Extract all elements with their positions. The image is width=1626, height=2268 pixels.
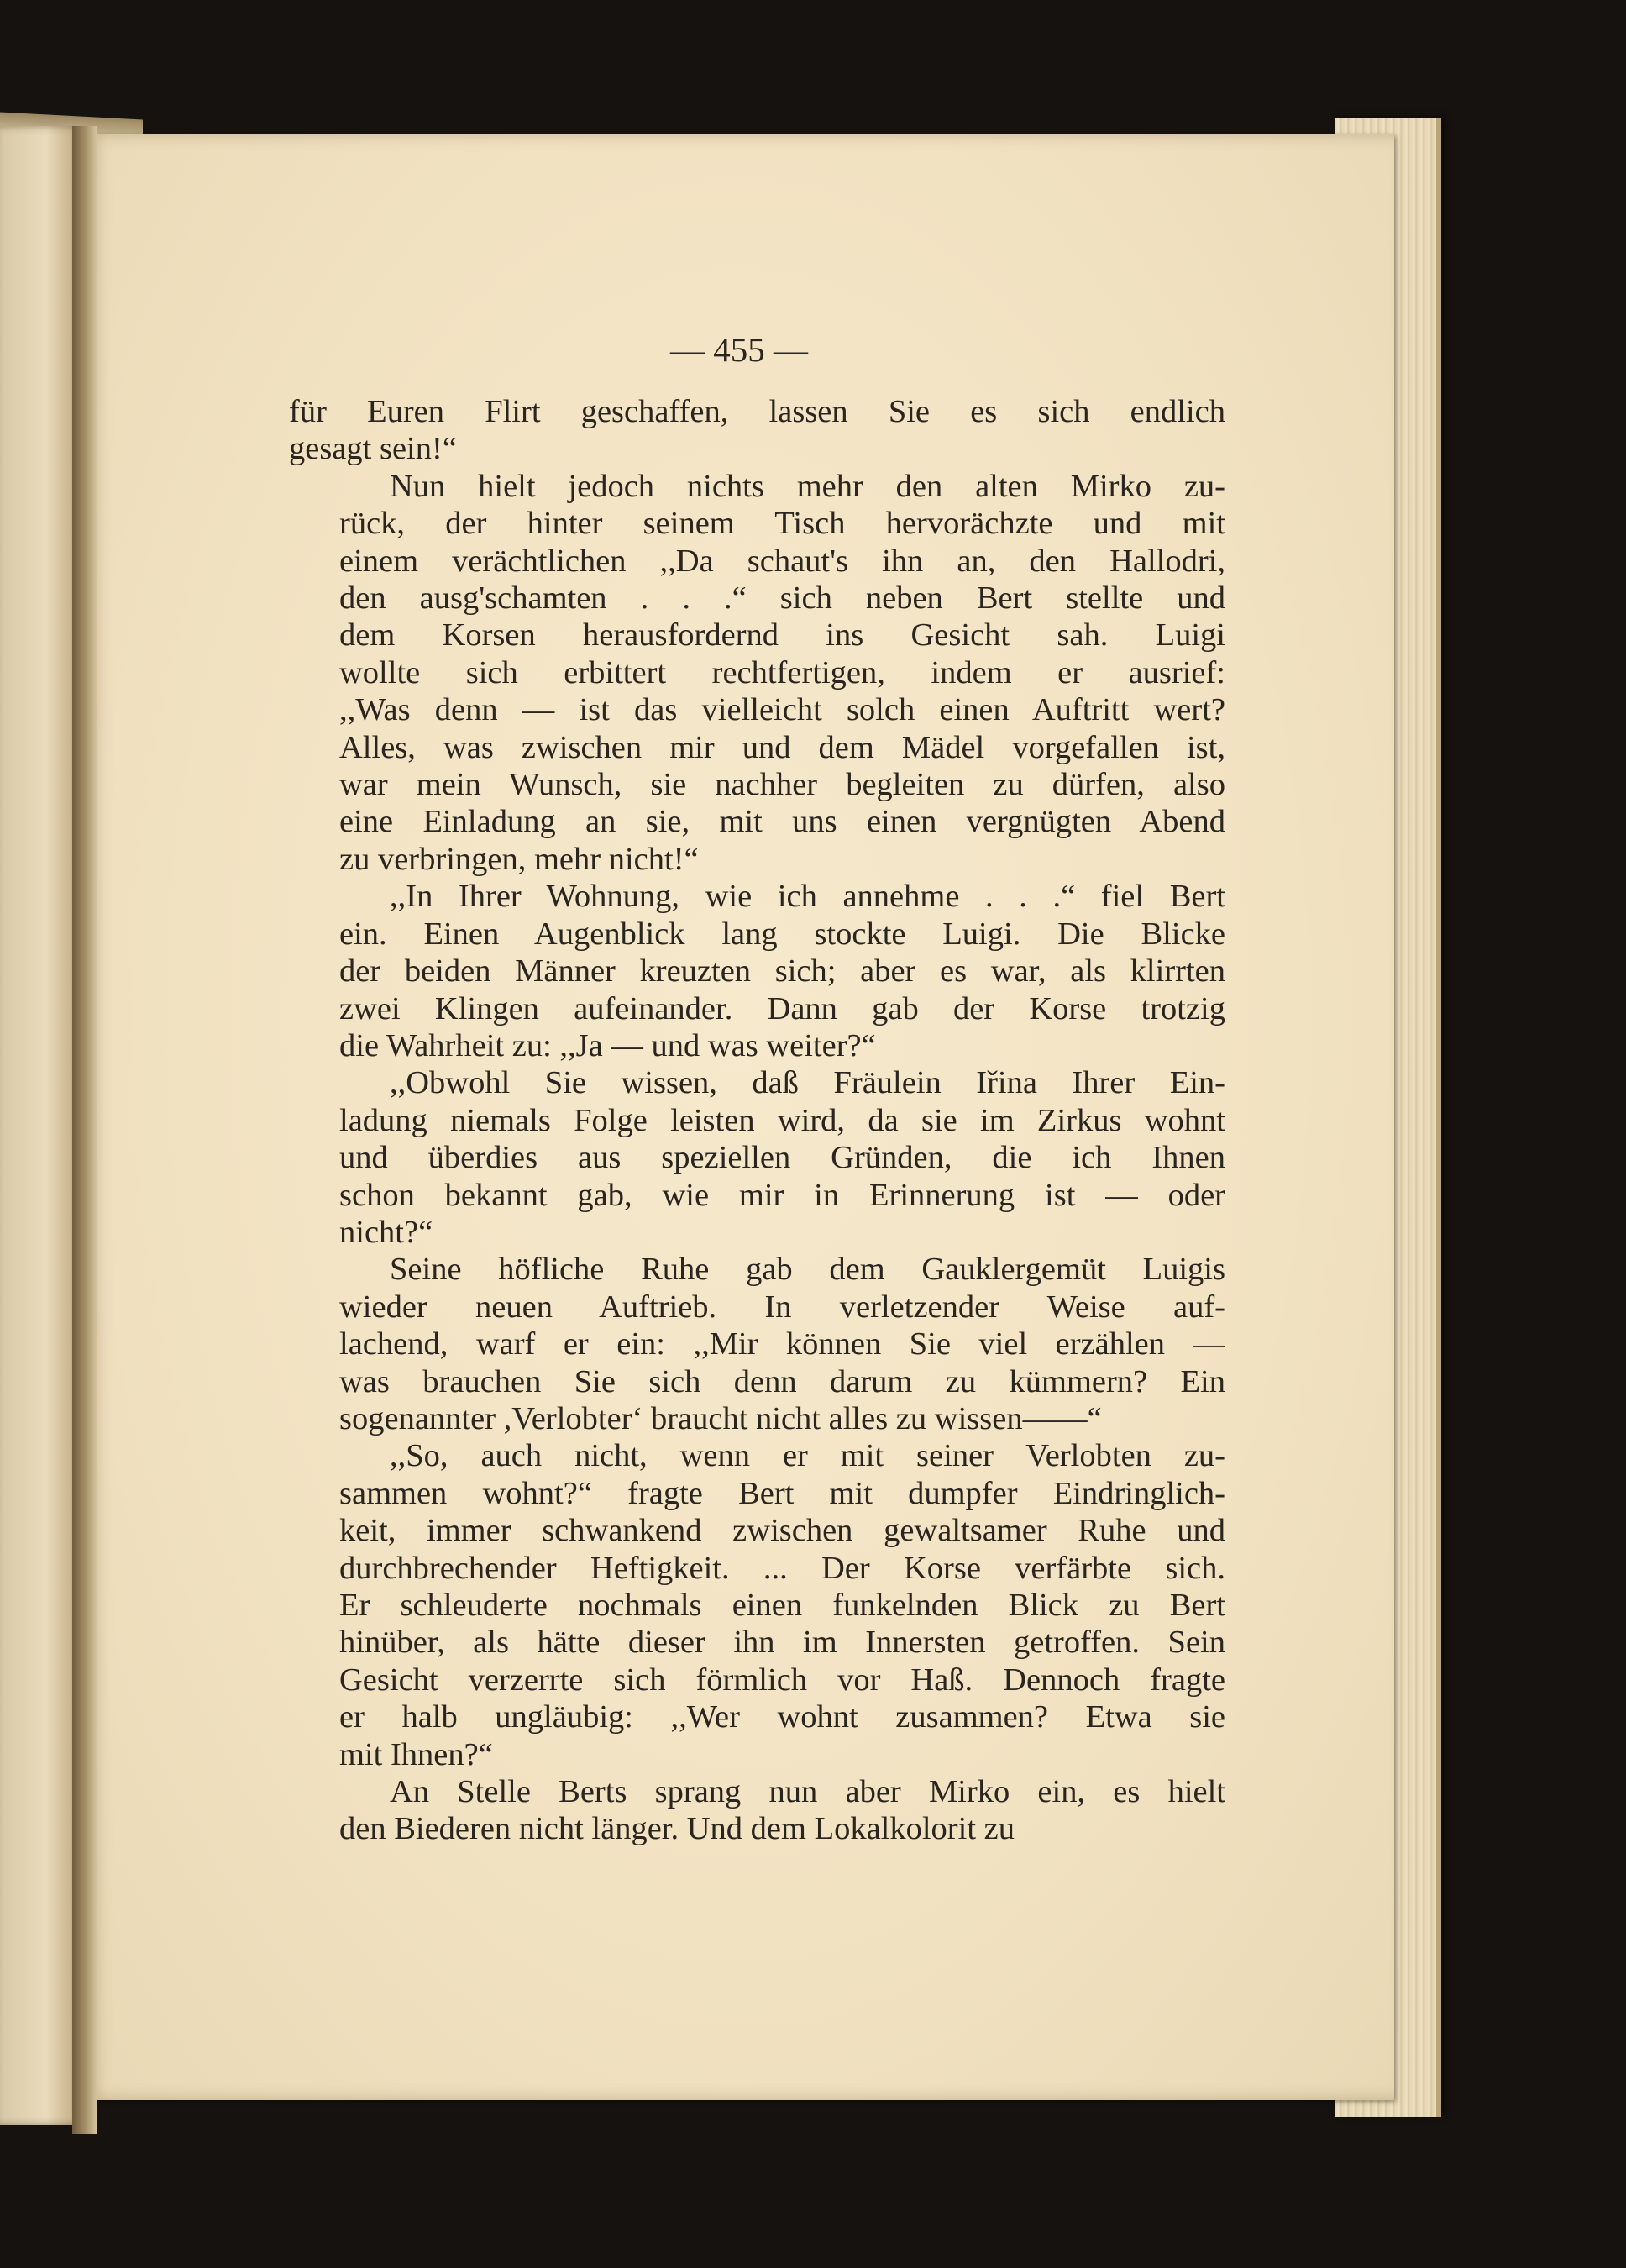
text-line: durchbrechender Heftigkeit. ... Der Korse verfärbte sich. xyxy=(339,1550,1225,1586)
text-line: Nun hielt jedoch nichts mehr den alten Mirko zu- xyxy=(390,468,1225,504)
text-line: einem verächtlichen ,,Da schaut's ihn an, den Hallodri, xyxy=(339,543,1225,579)
paragraph xyxy=(289,1251,1225,1437)
text-line: schon bekannt gab, wie mir in Erinnerung ist — oder xyxy=(339,1177,1225,1213)
text-line: sogenannter ,Verlobter‘ braucht nicht alles zu wissen——“ xyxy=(339,1400,1102,1436)
page-body-text xyxy=(289,393,1225,1848)
text-line: Seine höfliche Ruhe gab dem Gauklergemüt Luigis xyxy=(390,1252,1225,1288)
text-line: für Euren Flirt geschaffen, lassen Sie es sich endlich xyxy=(289,394,1225,429)
text-line: eine Einladung an sie, mit uns einen vergnügten Abend xyxy=(339,804,1225,840)
text-line: nicht?“ xyxy=(339,1214,433,1250)
text-line: zwei Klingen aufeinander. Dann gab der Korse trotzig xyxy=(339,990,1225,1026)
text-line: ,,Obwohl Sie wissen, daß Fräulein Iřina Ihrer Ein- xyxy=(390,1065,1225,1101)
text-line: den Biederen nicht länger. Und dem Lokalkolorit zu xyxy=(339,1811,1015,1847)
book-page xyxy=(84,134,1394,2100)
text-line: dem Korsen herausfordernd ins Gesicht sah. Luigi xyxy=(339,617,1225,654)
paragraph xyxy=(289,468,1225,878)
text-line: war mein Wunsch, sie nachher begleiten zu dürfen, also xyxy=(339,767,1225,803)
text-line: der beiden Männer kreuzten sich; aber es war, als klirrten xyxy=(339,953,1225,990)
text-line: ,,In Ihrer Wohnung, wie ich annehme . . .“ fiel Bert xyxy=(390,879,1225,915)
text-line: wollte sich erbittert rechtfertigen, indem er ausrief: xyxy=(339,654,1225,690)
text-line: den ausg'schamten . . .“ sich neben Bert stellte und xyxy=(339,580,1225,617)
text-line: ,,Was denn — ist das vielleicht solch einen Auftritt wert? xyxy=(339,692,1225,728)
paragraph xyxy=(289,878,1225,1064)
page-number: — 455 — xyxy=(670,330,808,369)
text-line: und überdies aus speziellen Gründen, die ich Ihnen xyxy=(339,1140,1225,1176)
text-line: gesagt sein!“ xyxy=(289,431,457,467)
paragraph xyxy=(289,1773,1225,1848)
text-line: Er schleuderte nochmals einen funkelnden Blick zu Bert xyxy=(339,1588,1225,1623)
text-line: wieder neuen Auftrieb. In verletzender Weise auf- xyxy=(339,1289,1225,1325)
text-line: rück, der hinter seinem Tisch hervorächzte und mit xyxy=(339,506,1225,542)
text-line: zu verbringen, mehr nicht!“ xyxy=(339,841,699,877)
book-gutter-shadow xyxy=(72,126,97,2134)
text-line: lachend, warf er ein: ,,Mir können Sie viel erzählen — xyxy=(339,1326,1225,1362)
text-line: ladung niemals Folge leisten wird, da sie im Zirkus wohnt xyxy=(339,1102,1225,1138)
text-line: die Wahrheit zu: ,,Ja — und was weiter?“ xyxy=(339,1027,876,1063)
text-line: ,,So, auch nicht, wenn er mit seiner Verlobten zu- xyxy=(390,1438,1225,1474)
text-line: sammen wohnt?“ fragte Bert mit dumpfer Eindringlich- xyxy=(339,1475,1225,1511)
left-page-edge xyxy=(0,126,84,2125)
paragraph xyxy=(289,393,1225,468)
text-line: was brauchen Sie sich denn darum zu kümmern? Ein xyxy=(339,1363,1225,1399)
text-line: An Stelle Berts sprang nun aber Mirko ein, es hielt xyxy=(390,1774,1225,1810)
paragraph xyxy=(289,1064,1225,1251)
text-line: keit, immer schwankend zwischen gewaltsamer Ruhe und xyxy=(339,1513,1225,1549)
text-line: Gesicht verzerrte sich förmlich vor Haß. Dennoch fragte xyxy=(339,1662,1225,1698)
text-line: Alles, was zwischen mir und dem Mädel vorgefallen ist, xyxy=(339,729,1225,765)
text-line: er halb ungläubig: ,,Wer wohnt zusammen? Etwa sie xyxy=(339,1699,1225,1735)
text-line: mit Ihnen?“ xyxy=(339,1736,493,1772)
text-line: ein. Einen Augenblick lang stockte Luigi. Die Blicke xyxy=(339,916,1225,952)
text-line: hinüber, als hätte dieser ihn im Innersten getroffen. Sein xyxy=(339,1625,1225,1661)
paragraph xyxy=(289,1437,1225,1773)
